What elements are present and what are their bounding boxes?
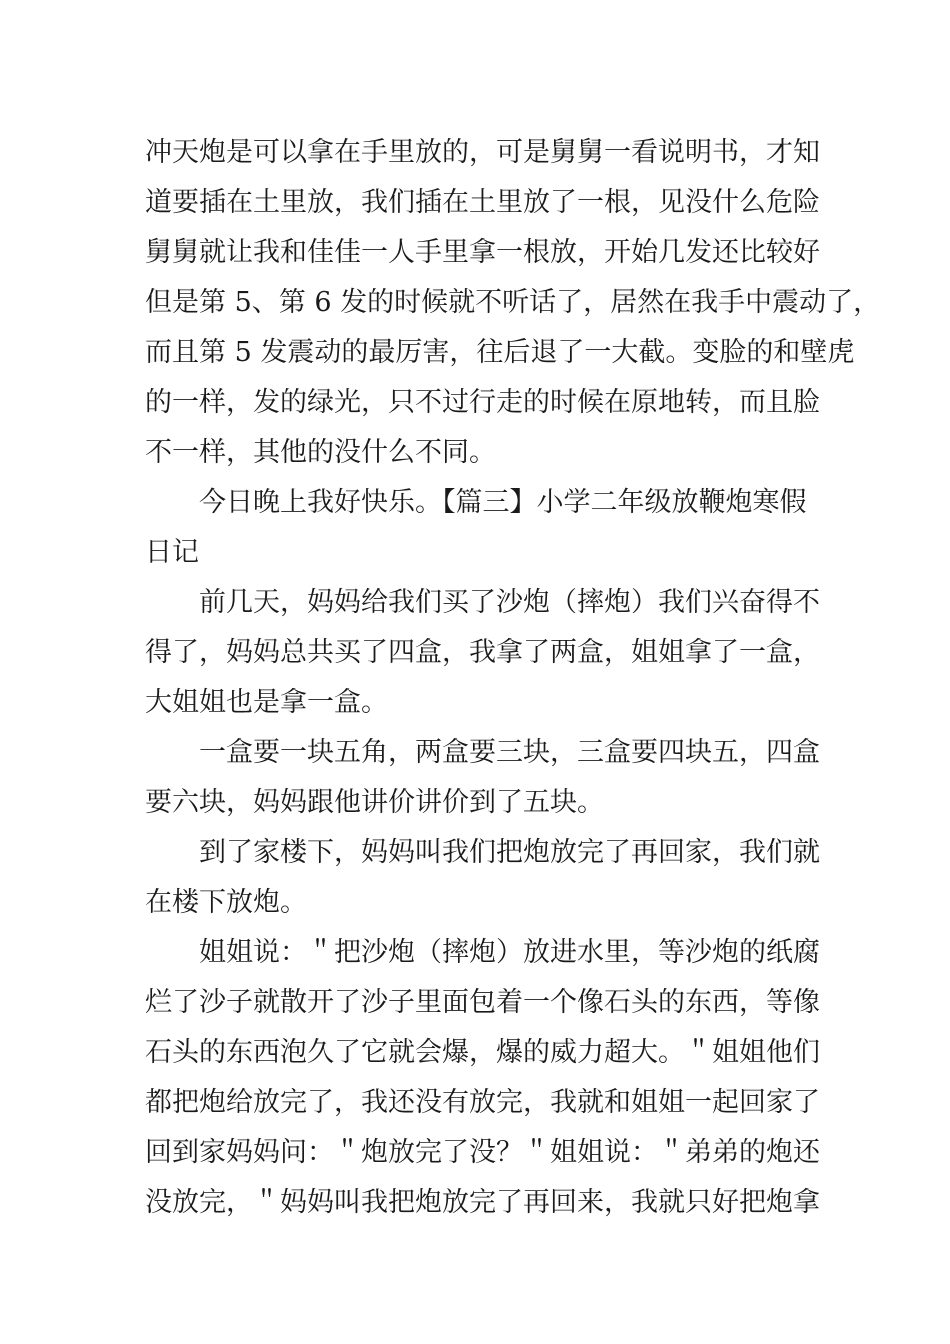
text-line: 而且第 5 发震动的最厉害，往后退了一大截。变脸的和壁虎	[145, 337, 855, 368]
text-line: 烂了沙子就散开了沙子里面包着一个像石头的东西，等像	[145, 987, 820, 1018]
text-line: 但是第 5、第 6 发的时候就不听话了，居然在我手中震动了，	[145, 287, 881, 318]
paragraph-start-line: 姐姐说：＂把沙炮（摔炮）放进水里，等沙炮的纸腐	[199, 937, 820, 968]
document-body	[145, 128, 881, 1228]
text-line: 道要插在土里放，我们插在土里放了一根，见没什么危险	[145, 187, 820, 218]
text-line: 没放完，＂妈妈叫我把炮放完了再回来，我就只好把炮拿	[145, 1187, 820, 1218]
text-line: 冲天炮是可以拿在手里放的，可是舅舅一看说明书，才知	[145, 137, 820, 168]
text-line: 石头的东西泡久了它就会爆，爆的威力超大。＂姐姐他们	[145, 1037, 820, 1068]
paragraph-start-line: 前几天，妈妈给我们买了沙炮（摔炮）我们兴奋得不	[199, 587, 820, 618]
text-line: 回到家妈妈问：＂炮放完了没？＂姐姐说：＂弟弟的炮还	[145, 1137, 820, 1168]
text-line: 不一样，其他的没什么不同。	[145, 437, 496, 468]
text-line: 得了，妈妈总共买了四盒，我拿了两盒，姐姐拿了一盒，	[145, 637, 820, 668]
text-line: 都把炮给放完了，我还没有放完，我就和姐姐一起回家了	[145, 1087, 820, 1118]
text-line: 在楼下放炮。	[145, 887, 307, 918]
text-line: 要六块，妈妈跟他讲价讲价到了五块。	[145, 787, 604, 818]
text-line: 大姐姐也是拿一盒。	[145, 687, 388, 718]
text-line: 的一样，发的绿光，只不过行走的时候在原地转，而且脸	[145, 387, 820, 418]
paragraph-start-line: 到了家楼下，妈妈叫我们把炮放完了再回家，我们就	[199, 837, 820, 868]
text-line: 日记	[145, 537, 199, 568]
text-line: 舅舅就让我和佳佳一人手里拿一根放，开始几发还比较好	[145, 237, 820, 268]
paragraph-start-line: 今日晚上我好快乐。【篇三】小学二年级放鞭炮寒假	[199, 487, 807, 518]
paragraph-start-line: 一盒要一块五角，两盒要三块，三盒要四块五，四盒	[199, 737, 820, 768]
